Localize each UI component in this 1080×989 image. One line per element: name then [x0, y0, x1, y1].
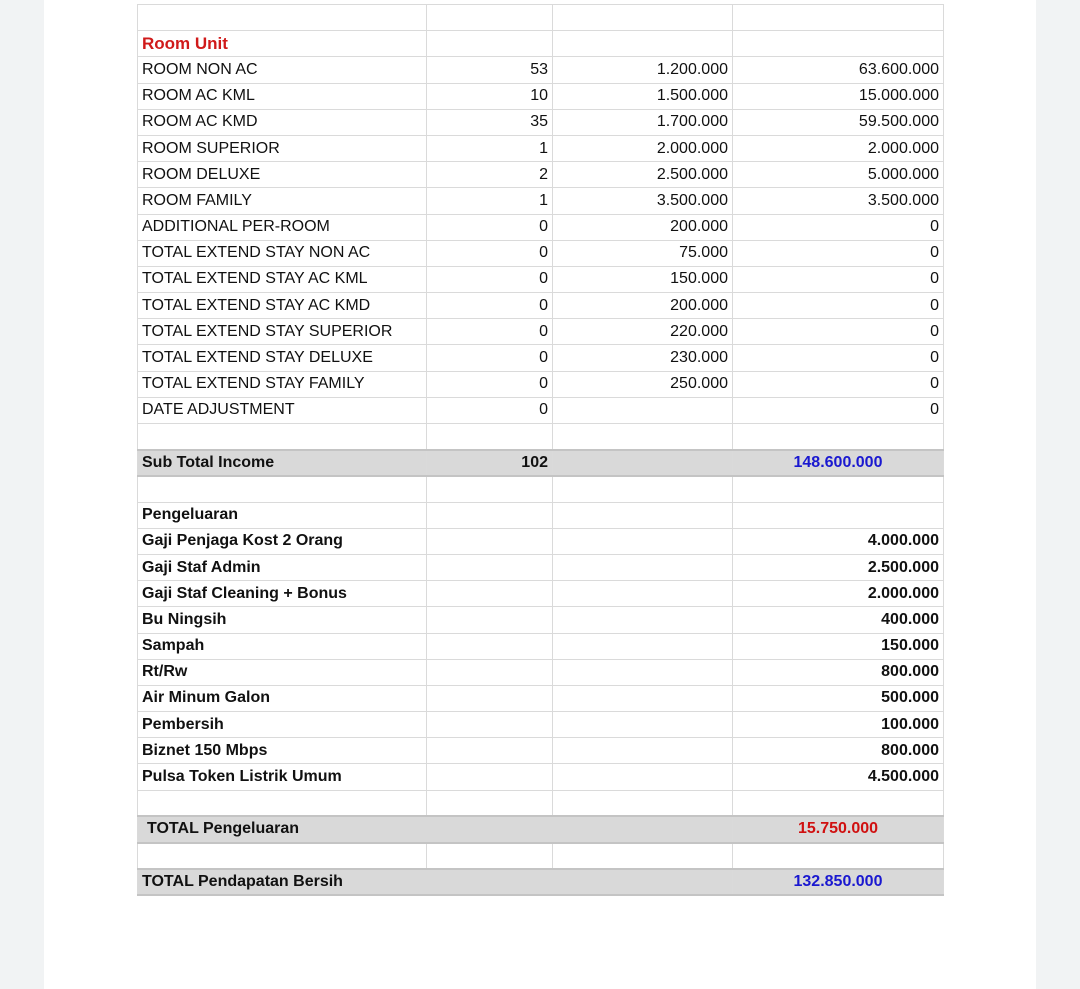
cell[interactable] [427, 476, 553, 502]
cell[interactable] [553, 659, 733, 685]
expense-row [138, 528, 944, 554]
cell[interactable] [553, 685, 733, 711]
income-item-total[interactable]: 0 [733, 240, 944, 266]
empty-row [138, 790, 944, 816]
income-row [138, 109, 944, 135]
net-income-amount[interactable]: 132.850.000 [733, 869, 944, 895]
cell[interactable] [138, 5, 427, 31]
income-item-price[interactable]: 200.000 [553, 293, 733, 319]
income-item-label[interactable]: ADDITIONAL PER-ROOM [138, 214, 427, 240]
cell[interactable] [427, 31, 553, 57]
cell[interactable] [553, 843, 733, 869]
income-item-total[interactable]: 15.000.000 [733, 83, 944, 109]
income-item-total[interactable]: 0 [733, 319, 944, 345]
expense-item-amount[interactable]: 2.000.000 [733, 581, 944, 607]
income-item-qty[interactable]: 53 [427, 57, 553, 83]
income-item-total[interactable]: 59.500.000 [733, 109, 944, 135]
cell[interactable] [553, 554, 733, 580]
cell[interactable] [138, 843, 427, 869]
cell[interactable] [553, 764, 733, 790]
expense-item-label[interactable]: Rt/Rw [138, 659, 427, 685]
cell[interactable] [553, 502, 733, 528]
cell[interactable] [427, 843, 553, 869]
expense-item-label[interactable]: Bu Ningsih [138, 607, 427, 633]
expense-row [138, 712, 944, 738]
income-item-label[interactable]: TOTAL EXTEND STAY FAMILY [138, 371, 427, 397]
cell[interactable] [138, 790, 427, 816]
cell[interactable] [733, 790, 944, 816]
income-item-total[interactable]: 0 [733, 293, 944, 319]
cell[interactable] [427, 554, 553, 580]
expense-row [138, 685, 944, 711]
cell[interactable] [553, 738, 733, 764]
expense-item-label[interactable]: Gaji Penjaga Kost 2 Orang [138, 528, 427, 554]
expense-row [138, 659, 944, 685]
cell[interactable] [553, 424, 733, 450]
cell[interactable] [733, 843, 944, 869]
income-row [138, 162, 944, 188]
cell[interactable] [553, 450, 733, 476]
income-item-label[interactable]: TOTAL EXTEND STAY AC KML [138, 266, 427, 292]
income-item-price[interactable]: 230.000 [553, 345, 733, 371]
cell[interactable] [427, 659, 553, 685]
income-row [138, 371, 944, 397]
income-item-price[interactable]: 220.000 [553, 319, 733, 345]
income-expense-table [137, 4, 944, 896]
cell[interactable] [553, 581, 733, 607]
cell[interactable] [553, 790, 733, 816]
cell[interactable] [427, 607, 553, 633]
income-item-price[interactable]: 1.700.000 [553, 109, 733, 135]
cell[interactable] [427, 790, 553, 816]
subtotal-total[interactable]: 148.600.000 [733, 450, 944, 476]
income-item-total[interactable]: 5.000.000 [733, 162, 944, 188]
cell[interactable] [427, 502, 553, 528]
income-row [138, 188, 944, 214]
expense-item-label[interactable]: Biznet 150 Mbps [138, 738, 427, 764]
cell[interactable] [138, 424, 427, 450]
expense-item-label[interactable]: Pembersih [138, 712, 427, 738]
income-item-price[interactable]: 250.000 [553, 371, 733, 397]
income-item-label[interactable]: TOTAL EXTEND STAY DELUXE [138, 345, 427, 371]
income-item-qty[interactable]: 0 [427, 214, 553, 240]
income-row [138, 135, 944, 161]
empty-row [138, 5, 944, 31]
income-item-label[interactable]: ROOM SUPERIOR [138, 135, 427, 161]
income-item-label[interactable]: ROOM AC KMD [138, 109, 427, 135]
cell[interactable] [427, 633, 553, 659]
income-item-qty[interactable]: 1 [427, 188, 553, 214]
cell[interactable] [733, 424, 944, 450]
income-item-price[interactable] [553, 397, 733, 423]
income-item-total[interactable]: 2.000.000 [733, 135, 944, 161]
cell[interactable] [733, 31, 944, 57]
expense-row [138, 554, 944, 580]
section-header-row [138, 31, 944, 57]
spreadsheet-page [44, 0, 1036, 989]
income-item-label[interactable]: TOTAL EXTEND STAY NON AC [138, 240, 427, 266]
cell[interactable] [427, 5, 553, 31]
total-expenses-row [138, 816, 944, 842]
cell[interactable] [427, 528, 553, 554]
cell[interactable] [733, 502, 944, 528]
cell[interactable] [733, 5, 944, 31]
subtotal-income-row [138, 450, 944, 476]
total-expenses-amount[interactable]: 15.750.000 [733, 816, 944, 842]
empty-row [138, 843, 944, 869]
income-item-price[interactable]: 75.000 [553, 240, 733, 266]
income-item-price[interactable]: 2.500.000 [553, 162, 733, 188]
income-item-qty[interactable]: 1 [427, 135, 553, 161]
income-item-label[interactable]: TOTAL EXTEND STAY AC KMD [138, 293, 427, 319]
net-income-label[interactable]: TOTAL Pendapatan Bersih [138, 869, 733, 895]
income-item-label[interactable]: ROOM NON AC [138, 57, 427, 83]
income-row [138, 214, 944, 240]
section-header-row [138, 502, 944, 528]
cell[interactable] [553, 5, 733, 31]
cell[interactable] [427, 581, 553, 607]
cell[interactable] [553, 528, 733, 554]
cell[interactable] [553, 712, 733, 738]
section-title-room-unit[interactable]: Room Unit [138, 31, 427, 57]
income-item-qty[interactable]: 0 [427, 319, 553, 345]
expense-row [138, 581, 944, 607]
cell[interactable] [427, 738, 553, 764]
expense-item-amount[interactable]: 400.000 [733, 607, 944, 633]
income-item-qty[interactable]: 10 [427, 83, 553, 109]
cell[interactable] [427, 764, 553, 790]
income-item-total[interactable]: 0 [733, 266, 944, 292]
empty-row [138, 424, 944, 450]
cell[interactable] [733, 476, 944, 502]
income-row [138, 240, 944, 266]
income-item-total[interactable]: 3.500.000 [733, 188, 944, 214]
expense-item-amount[interactable]: 4.000.000 [733, 528, 944, 554]
income-row [138, 57, 944, 83]
expense-row [138, 738, 944, 764]
income-item-price[interactable]: 3.500.000 [553, 188, 733, 214]
income-item-qty[interactable]: 2 [427, 162, 553, 188]
income-item-qty[interactable]: 35 [427, 109, 553, 135]
income-item-label[interactable]: ROOM DELUXE [138, 162, 427, 188]
income-item-label[interactable]: ROOM AC KML [138, 83, 427, 109]
income-row [138, 293, 944, 319]
income-item-price[interactable]: 1.500.000 [553, 83, 733, 109]
income-item-total[interactable]: 63.600.000 [733, 57, 944, 83]
expense-item-amount[interactable]: 2.500.000 [733, 554, 944, 580]
income-item-total[interactable]: 0 [733, 214, 944, 240]
income-item-qty[interactable]: 0 [427, 293, 553, 319]
subtotal-qty[interactable]: 102 [427, 450, 553, 476]
income-row [138, 345, 944, 371]
cell[interactable] [553, 31, 733, 57]
empty-row [138, 476, 944, 502]
income-item-price[interactable]: 150.000 [553, 266, 733, 292]
income-item-label[interactable]: TOTAL EXTEND STAY SUPERIOR [138, 319, 427, 345]
income-item-price[interactable]: 2.000.000 [553, 135, 733, 161]
cell[interactable] [427, 424, 553, 450]
total-expenses-label[interactable]: TOTAL Pengeluaran [138, 816, 733, 842]
cell[interactable] [553, 607, 733, 633]
subtotal-label[interactable]: Sub Total Income [138, 450, 427, 476]
cell[interactable] [553, 476, 733, 502]
expense-item-label[interactable]: Pulsa Token Listrik Umum [138, 764, 427, 790]
expense-item-amount[interactable]: 100.000 [733, 712, 944, 738]
cell[interactable] [427, 685, 553, 711]
income-item-qty[interactable]: 0 [427, 266, 553, 292]
cell[interactable] [138, 476, 427, 502]
income-item-qty[interactable]: 0 [427, 397, 553, 423]
expense-item-label[interactable]: Gaji Staf Cleaning + Bonus [138, 581, 427, 607]
expense-row [138, 764, 944, 790]
income-row [138, 83, 944, 109]
cell[interactable] [427, 712, 553, 738]
income-item-qty[interactable]: 0 [427, 345, 553, 371]
expense-item-label[interactable]: Gaji Staf Admin [138, 554, 427, 580]
cell[interactable] [553, 633, 733, 659]
expense-item-label[interactable]: Sampah [138, 633, 427, 659]
expense-row [138, 633, 944, 659]
income-row [138, 266, 944, 292]
income-item-total[interactable]: 0 [733, 345, 944, 371]
expense-row [138, 607, 944, 633]
expense-item-amount[interactable]: 500.000 [733, 685, 944, 711]
expense-item-amount[interactable]: 800.000 [733, 659, 944, 685]
income-item-qty[interactable]: 0 [427, 371, 553, 397]
net-income-row [138, 869, 944, 895]
section-title-pengeluaran[interactable]: Pengeluaran [138, 502, 427, 528]
income-row [138, 397, 944, 423]
expense-item-amount[interactable]: 800.000 [733, 738, 944, 764]
income-item-price[interactable]: 1.200.000 [553, 57, 733, 83]
income-item-total[interactable]: 0 [733, 397, 944, 423]
income-item-label[interactable]: DATE ADJUSTMENT [138, 397, 427, 423]
expense-item-amount[interactable]: 150.000 [733, 633, 944, 659]
income-item-qty[interactable]: 0 [427, 240, 553, 266]
income-item-total[interactable]: 0 [733, 371, 944, 397]
income-item-price[interactable]: 200.000 [553, 214, 733, 240]
expense-item-label[interactable]: Air Minum Galon [138, 685, 427, 711]
income-row [138, 319, 944, 345]
expense-item-amount[interactable]: 4.500.000 [733, 764, 944, 790]
income-item-label[interactable]: ROOM FAMILY [138, 188, 427, 214]
